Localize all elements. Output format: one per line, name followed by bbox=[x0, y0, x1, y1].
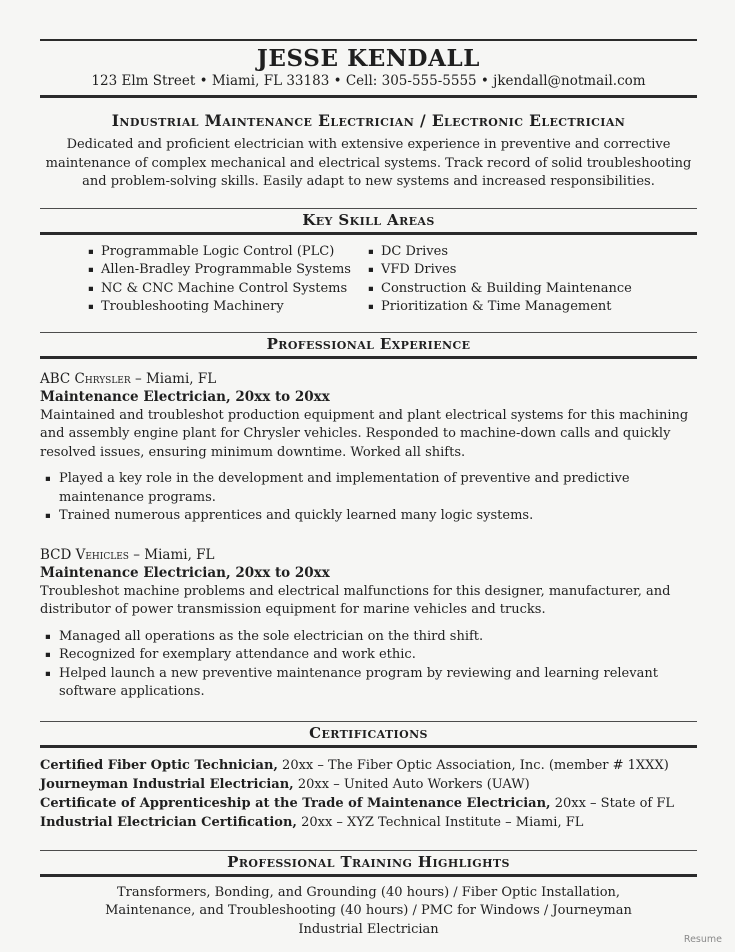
bullet-icon: ▪ bbox=[368, 302, 374, 312]
candidate-name: JESSE KENDALL bbox=[256, 45, 481, 72]
skill-item: Construction & Building Maintenance bbox=[381, 280, 632, 296]
job-bullet-text: Played a key role in the development and implementation of preventive and predictive maintenance programs. bbox=[59, 471, 630, 505]
job-summary: Troubleshot machine problems and electrical malfunctions for this designer, manufacturer, and distributor of power transmission equipment for marine vehicles and trucks. bbox=[40, 583, 671, 617]
certification-name: Certified Fiber Optic Technician, bbox=[40, 757, 278, 773]
job-title-line: Maintenance Electrician, 20xx to 20xx bbox=[40, 389, 330, 405]
job-bullet-row bbox=[40, 646, 697, 665]
bullet-icon: ▪ bbox=[45, 668, 51, 679]
certifications-list bbox=[40, 756, 697, 832]
skill-item: NC & CNC Machine Control Systems bbox=[101, 280, 348, 296]
skill-item: Troubleshooting Machinery bbox=[101, 299, 284, 314]
skill-row bbox=[368, 243, 697, 262]
bullet-icon: ▪ bbox=[45, 650, 51, 660]
job-bullet-row bbox=[40, 507, 697, 526]
certification-row bbox=[40, 813, 697, 832]
job-bullet-row bbox=[40, 470, 697, 507]
profile-summary: Dedicated and proficient electrician with extensive experience in preventive and corrective maintenance of complex mechanical and electrical systems. Track record of solid troubleshooting and problem-solving skills. Easily adapt to new systems and increased responsibilities. bbox=[45, 137, 692, 189]
job-bullet-row bbox=[40, 665, 697, 702]
bullet-icon: ▪ bbox=[45, 474, 51, 484]
resume-header bbox=[40, 39, 697, 98]
skill-row bbox=[368, 280, 697, 299]
skill-item: Programmable Logic Control (PLC) bbox=[101, 243, 335, 259]
skill-row bbox=[368, 298, 697, 317]
certification-detail: 20xx – United Auto Workers (UAW) bbox=[293, 776, 530, 792]
company-location: – Miami, FL bbox=[128, 546, 215, 563]
contact-line: 123 Elm Street • Miami, FL 33183 • Cell: 305-555-5555 • jkendall@notmail.com bbox=[91, 73, 646, 89]
company-name: BCD Vehicles bbox=[40, 546, 129, 563]
certification-name: Industrial Electrician Certification, bbox=[40, 814, 297, 830]
skills-column-right bbox=[368, 243, 697, 317]
job-bullet-text: Recognized for exemplary attendance and work ethic. bbox=[59, 647, 416, 662]
company-location: – Miami, FL bbox=[130, 370, 217, 387]
job-bullet-list bbox=[40, 628, 697, 702]
job-bullet-text: Helped launch a new preventive maintenance program by reviewing and learning relevant software applications. bbox=[59, 665, 658, 699]
bullet-icon: ▪ bbox=[368, 246, 374, 257]
skill-row bbox=[88, 243, 368, 262]
section-header-certifications: Certifications bbox=[40, 721, 697, 748]
skill-item: VFD Drives bbox=[381, 262, 457, 277]
skill-item: Prioritization & Time Management bbox=[381, 299, 612, 314]
section-header-experience: Professional Experience bbox=[40, 332, 697, 359]
bullet-icon: ▪ bbox=[88, 265, 94, 275]
watermark-label: Resume bbox=[683, 934, 722, 945]
certification-detail: 20xx – XYZ Technical Institute – Miami, FL bbox=[296, 814, 584, 830]
bullet-icon: ▪ bbox=[45, 631, 51, 642]
company-name: ABC Chrysler bbox=[40, 370, 131, 387]
certification-detail: 20xx – The Fiber Optic Association, Inc. (member # 1XXX) bbox=[277, 757, 669, 773]
profile-title: Industrial Maintenance Electrician / Electronic Electrician bbox=[111, 111, 626, 130]
bullet-icon: ▪ bbox=[88, 246, 94, 257]
skill-item: DC Drives bbox=[381, 243, 449, 259]
skills-column-left bbox=[40, 243, 368, 317]
bullet-icon: ▪ bbox=[88, 302, 94, 312]
skill-item: Allen-Bradley Programmable Systems bbox=[101, 262, 351, 277]
section-header-training: Professional Training Highlights bbox=[40, 850, 697, 877]
skill-row bbox=[368, 261, 697, 280]
bullet-icon: ▪ bbox=[368, 283, 374, 294]
certification-name: Journeyman Industrial Electrician, bbox=[40, 776, 294, 792]
skill-row bbox=[88, 298, 368, 317]
experience-job-1 bbox=[40, 370, 697, 526]
company-line bbox=[40, 370, 697, 389]
job-bullet-row bbox=[40, 628, 697, 647]
skill-row bbox=[88, 261, 368, 280]
skills-list bbox=[40, 243, 697, 317]
certification-row bbox=[40, 775, 697, 794]
certification-name: Certificate of Apprenticeship at the Trade of Maintenance Electrician, bbox=[40, 795, 551, 811]
bullet-icon: ▪ bbox=[45, 511, 51, 521]
job-bullet-text: Trained numerous apprentices and quickly learned many logic systems. bbox=[59, 508, 534, 523]
job-bullet-list bbox=[40, 470, 697, 526]
bullet-icon: ▪ bbox=[88, 283, 94, 294]
job-summary: Maintained and troubleshot production equipment and plant electrical systems for this machining and assembly engine plant for Chrysler vehicles. Responded to machine-down calls and quickly resolved issues, ensuring minimum downtime. Worked all shifts. bbox=[40, 407, 689, 460]
certification-detail: 20xx – State of FL bbox=[550, 795, 675, 811]
bullet-icon: ▪ bbox=[368, 265, 374, 275]
certification-row bbox=[40, 756, 697, 775]
company-line bbox=[40, 546, 697, 565]
job-bullet-text: Managed all operations as the sole electrician on the third shift. bbox=[59, 628, 484, 644]
skill-row bbox=[88, 280, 368, 299]
experience-job-2 bbox=[40, 546, 697, 702]
section-header-skills: Key Skill Areas bbox=[40, 208, 697, 235]
training-highlights: Transformers, Bonding, and Grounding (40 hours) / Fiber Optic Installation, Maintenance, and Troubleshooting (40 hours) / PMC for Windows / Journeyman Industrial Electrician bbox=[105, 884, 632, 937]
job-title-line: Maintenance Electrician, 20xx to 20xx bbox=[40, 565, 330, 581]
certification-row bbox=[40, 794, 697, 813]
